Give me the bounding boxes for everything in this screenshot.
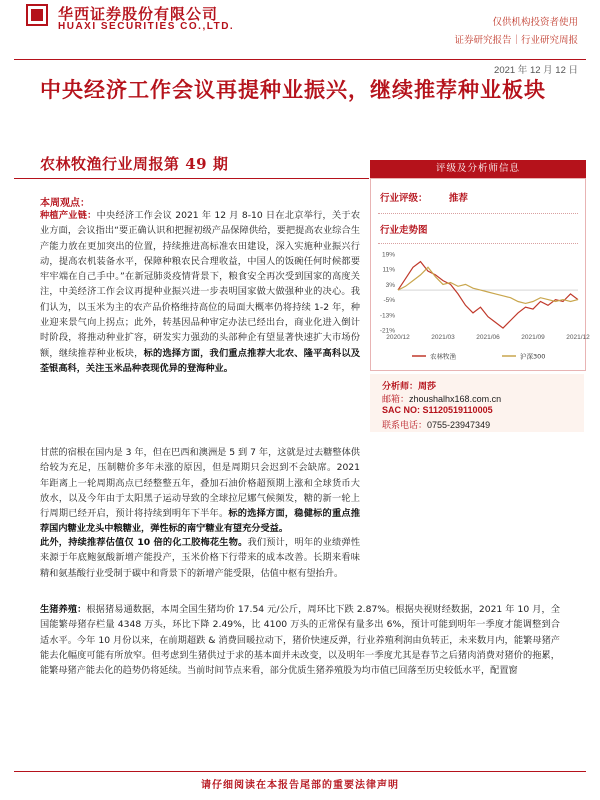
company-logo [26,4,48,26]
company-name-cn: 华西证券股份有限公司 [58,5,219,23]
x-tick-label: 2021/03 [431,334,455,341]
paragraph-bold: 我们预计，明年的业绩弹性来源于年底鲍氨酸新增产能投产，玉米价格下行带来的成本改善。长期来看味精和氨基酸行业受制于碳中和背景下的新增产能受限，估值中枢有望抬升。 [40,537,361,579]
paragraph-planting [40,208,360,376]
rating-banner: 评级及分析师信息 [370,160,586,178]
paragraph-lead: 此外， [40,537,69,548]
x-tick-label: 2020/12 [386,334,410,341]
industry-trend-chart [372,248,590,366]
paragraph-text: 中央经济工作会议 2021 年 12 月 8-10 日在北京举行，关于农业方面，会议指出“要正确认识和把握初级产品保障供给，要把提高农业综合生产能力放在更加突出的位置，持续推进高标准农田建设，深入实施种业振兴行动，提高农机装备水平，保障种粮农民合理收益，中国人的饭碗任何时候都要牢牢端在自己手中。”在新冠肺炎疫情背景下，粮食安全再次受到国家的高度关注，中美经济工作会议再提种业振兴进一步表明国家做大做强种业的决心。我们认为，以玉米为主的农产品价格维持高位的局面大概率仍将持续 1-2 年，种业迎来景气向上拐点；此外，转基因品种审定办法已经出台，商业化进入倒计时阶段，将推动种业扩容，研发实力强劲的头部种企有望显著快速扩大市场份额，继续推荐种业板块， [40,210,361,359]
phone-label: 联系电话： [382,421,428,431]
x-tick-label: 2021/12 [566,334,590,341]
analyst-email-row [382,392,501,405]
y-tick-label: 19% [381,251,395,259]
paragraph-meihua [40,535,360,581]
paragraph-text: 持续推荐估值仅 10 倍的化工胶梅花生物。 [68,537,248,548]
analyst-phone-row [382,418,490,431]
trend-divider [378,243,578,244]
paragraph-sugar [40,445,360,537]
paragraph-text: 甘蔗的宿根在国内是 3 年，但在巴西和澳洲是 5 到 7 年，这就是过去糖整体供给较为充足，压制糖价多年未涨的原因，但是周期只会迟到不会缺席。2021 年距离上一轮周期高点已经整整五年，叠加石油价格超预期上涨和全球货币大放水，以及今年由于太阳黑子运动导致的全球拉尼娜气候频发，糖的新一轮上行周期已经开启，预计将持续到明年下半年。 [40,447,360,520]
rating-value: 推荐 [448,193,468,204]
rating-divider [378,213,578,214]
report-title: 中央经济工作会议再提种业振兴，继续推荐种业板块 [40,77,546,102]
legend-label: 沪深300 [520,352,546,361]
summary-heading: 本周观点： [40,198,90,209]
x-tick-label: 2021/06 [476,334,500,341]
header-divider [14,59,586,60]
analyst-email[interactable]: zhoushalhx168.com.cn [409,394,502,404]
footer-divider [14,771,586,772]
legend-label: 农林牧渔 [430,352,456,361]
rating-label: 行业评级： [380,193,428,204]
series-line-agri [398,262,578,329]
y-tick-label: -21% [379,327,395,335]
y-tick-label: -5% [383,297,395,305]
trend-label: 行业走势图 [380,225,428,236]
rating-row [380,190,468,204]
sac-number: SAC NO: S1120519110005 [382,405,493,415]
email-label: 邮箱： [382,395,410,405]
y-tick-label: 11% [382,266,395,274]
paragraph-bold: 标的选择方面，我们重点推荐大北农、隆平高科以及荃银高科，关注玉米品种表现优异的登海种业。 [40,347,361,374]
series-line-hs300 [398,267,578,303]
legal-notice: 请仔细阅读在本报告尾部的重要法律声明 [201,780,399,791]
paragraph-lead: 生猪养殖： [40,604,87,615]
analyst-phone: 0755-23947349 [427,420,491,430]
report-date: 2021 年 12 月 12 日 [494,65,578,76]
audience-note: 仅供机构投资者使用 [492,17,578,28]
y-tick-label: 3% [385,281,395,289]
paragraph-bold: 标的选择方面，稳健标的重点推荐国内糖业龙头中粮糖业，弹性标的南宁糖业有望充分受益。 [40,508,361,535]
paragraph-hog [40,602,560,757]
y-tick-label: -13% [379,312,395,320]
x-tick-label: 2021/09 [521,334,545,341]
report-subtitle: 农林牧渔行业周报第 49 期 [40,155,229,173]
report-type: 证券研究报告｜行业研究周报 [454,35,578,46]
company-name-en: HUAXI SECURITIES CO.,LTD. [58,21,235,32]
analyst-name: 分析师：周莎 [382,382,437,392]
subtitle-divider [14,178,369,179]
paragraph-text: 根据猪易通数据，本周全国生猪均价 17.54 元/公斤，周环比下跌 2.87%。根据央视财经数据，2021 年 10 月，全国能繁母猪存栏量 4348 万头，环比下降 2.49%，比 4100 万头的正常保有量多出 6%，预计可能到明年一季度才能调整到合适水平。今年 10 月份以来，在前期超跌 & 消费回暖拉动下，猪价快速反弹，行业养殖利润由负转正，未来数月内，能繁母猪产能去化幅度可能有所放窄。但考虑到生猪供过于求的基本面并未改变，以及明年一季度尤其是春节之后猪肉消费对猪价的拖累，能繁母猪产能去化的趋势仍将延续。当前时间节点来看，部分优质生猪养殖股为均市值已回落至历史较低水平，配置窗 [40,604,560,677]
paragraph-lead: 种植产业链： [40,210,97,221]
